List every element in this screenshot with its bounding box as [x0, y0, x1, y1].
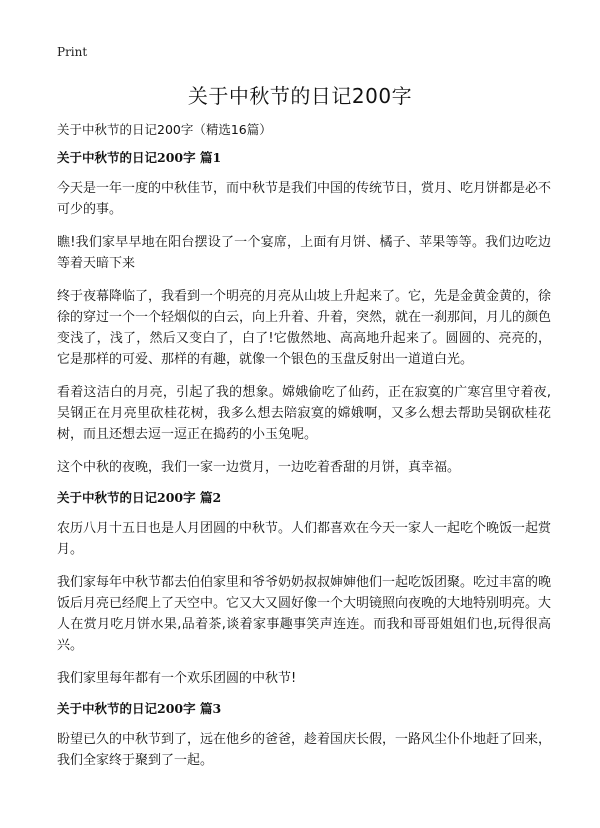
paragraph: 我们家里每年都有一个欢乐团圆的中秋节! [57, 671, 297, 686]
print-link[interactable]: Print [57, 45, 88, 59]
section-3 [57, 701, 551, 771]
page-title: 关于中秋节的日记200字 [187, 84, 413, 108]
section-heading: 关于中秋节的日记200字 篇3 [57, 701, 222, 716]
paragraph: 农历八月十五日也是人月团圆的中秋节。人们都喜欢在今天一家人一起吃个晚饭一起赏月。 [57, 521, 552, 557]
page-subtitle: 关于中秋节的日记200字（精选16篇） [57, 122, 272, 137]
section-heading: 关于中秋节的日记200字 篇1 [57, 150, 222, 165]
section-2 [57, 490, 551, 689]
paragraph: 今天是一年一度的中秋佳节，而中秋节是我们中国的传统节日，赏月、吃月饼都是必不可少的事。 [57, 181, 552, 217]
paragraph: 这个中秋的夜晚，我们一家一边赏月，一边吃着香甜的月饼，真幸福。 [57, 460, 461, 475]
article-body [57, 150, 551, 783]
section-heading: 关于中秋节的日记200字 篇2 [57, 490, 222, 505]
paragraph: 盼望已久的中秋节到了，远在他乡的爸爸，趁着国庆长假，一路风尘仆仆地赶了回来，我们全家终于聚到了一起。 [57, 732, 552, 768]
paragraph: 看着这洁白的月亮，引起了我的想象。嫦娥偷吃了仙药，正在寂寞的广寒宫里守着夜,吴钢正在月亮里砍桂花树，我多么想去陪寂寞的嫦娥啊，又多么想去帮助吴钢砍桂花树，而且还想去逗一逗正在捣药的小玉兔呢。 [57, 385, 551, 442]
paragraph: 瞧!我们家早早地在阳台摆设了一个宴席，上面有月饼、橘子、苹果等等。我们边吃边等着天暗下来 [57, 235, 551, 271]
paragraph: 我们家每年中秋节都去伯伯家里和爷爷奶奶叔叔婶婶他们一起吃饭团聚。吃过丰富的晚饭后月亮已经爬上了天空中。它又大又圆好像一个大明镜照向夜晚的大地特别明亮。大人在赏月吃月饼水果,品着茶,谈着家事趣事笑声连连。而我和哥哥姐姐们也,玩得很高兴。 [57, 575, 552, 653]
paragraph: 终于夜幕降临了，我看到一个明亮的月亮从山坡上升起来了。它，先是金黄金黄的，徐徐的穿过一个一个轻烟似的白云，向上升着、升着，突然，就在一刹那间，月儿的颜色变浅了，浅了，然后又变白了，白了!它傲然地、高高地升起来了。圆圆的、亮亮的，它是那样的可爱、那样的有趣，就像一个银色的玉盘反射出一道道白光。 [57, 289, 552, 367]
section-1 [57, 150, 551, 478]
